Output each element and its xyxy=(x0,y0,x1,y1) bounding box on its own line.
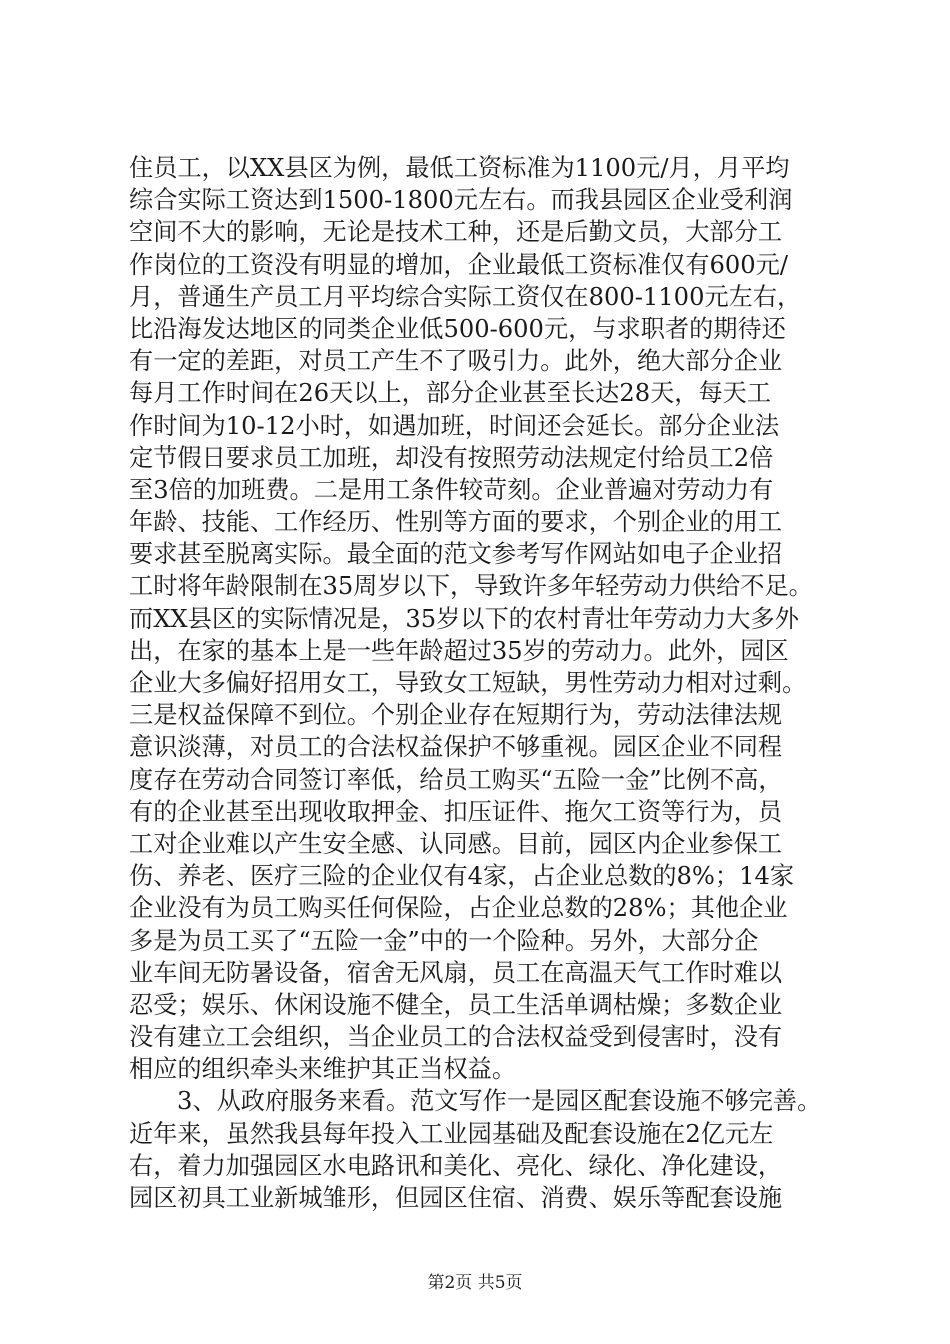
text-line: 要求甚至脱离实际。最全面的范文参考写作网站如电子企业招 xyxy=(129,540,783,569)
text-line: 伤、养老、医疗三险的企业仅有4家，占企业总数的8%；14家 xyxy=(129,862,795,891)
text-line: 多是为员工买了“五险一金”中的一个险种。另外，大部分企 xyxy=(129,926,759,955)
page-number-footer: 第2页 共5页 xyxy=(427,1273,523,1293)
text-line: 而XX县区的实际情况是，35岁以下的农村青壮年劳动力大多外 xyxy=(129,604,799,633)
text-line: 企业大多偏好招用女工，导致女工短缺，男性劳动力相对过剩。 xyxy=(129,669,807,697)
text-line: 工对企业难以产生安全感、认同感。目前，园区内企业参保工 xyxy=(129,829,783,858)
text-line: 三是权益保障不到位。个别企业存在短期行为，劳动法律法规 xyxy=(129,701,783,730)
text-line: 右，着力加强园区水电路讯和美化、亮化、绿化、净化建设， xyxy=(129,1151,783,1180)
text-line: 作时间为10-12小时，如遇加班，时间还会延长。部分企业法 xyxy=(129,411,780,440)
text-line: 业车间无防暑设备，宿舍无风扇，员工在高温天气工作时难以 xyxy=(129,958,783,987)
text-line: 作岗位的工资没有明显的增加，企业最低工资标准仅有600元/ xyxy=(129,250,789,279)
text-line: 综合实际工资达到1500-1800元左右。而我县园区企业受利润 xyxy=(129,186,793,215)
text-line: 有的企业甚至出现收取押金、扣压证件、拖欠工资等行为，员 xyxy=(129,797,783,826)
text-line: 空间不大的影响，无论是技术工种，还是后勤文员，大部分工 xyxy=(129,218,783,247)
text-line: 月，普通生产员工月平均综合实际工资仅在800-1100元左右， xyxy=(129,282,802,311)
text-line: 近年来，虽然我县每年投入工业园基础及配套设施在2亿元左 xyxy=(129,1119,774,1148)
text-line: 企业没有为员工购买任何保险，占企业总数的28%；其他企业 xyxy=(129,894,788,923)
text-line: 定节假日要求员工加班，却没有按照劳动法规定付给员工2倍 xyxy=(129,443,774,472)
text-line: 年龄、技能、工作经历、性别等方面的要求，个别企业的用工 xyxy=(129,508,783,537)
text-line: 出，在家的基本上是一些年龄超过35岁的劳动力。此外，园区 xyxy=(129,636,789,665)
text-line: 园区初具工业新城雏形，但园区住宿、消费、娱乐等配套设施 xyxy=(129,1184,783,1212)
text-line: 有一定的差距，对员工产生不了吸引力。此外，绝大部分企业 xyxy=(129,347,783,376)
text-line: 每月工作时间在26天以上，部分企业甚至长达28天，每天工 xyxy=(129,379,772,408)
text-line: 住员工，以XX县区为例，最低工资标准为1100元/月，月平均 xyxy=(129,154,790,182)
text-line: 相应的组织牵头来维护其正当权益。 xyxy=(129,1055,517,1084)
text-line: 至3倍的加班费。二是用工条件较苛刻。企业普遍对劳动力有 xyxy=(129,475,774,504)
text-line: 没有建立工会组织，当企业员工的合法权益受到侵害时，没有 xyxy=(129,1023,783,1052)
text-line: 忍受；娱乐、休闲设施不健全，员工生活单调枯燥；多数企业 xyxy=(129,990,783,1019)
body-text xyxy=(129,152,829,1214)
text-line: 意识淡薄，对员工的合法权益保护不够重视。园区企业不同程 xyxy=(129,733,783,762)
text-line: 工时将年龄限制在35周岁以下，导致许多年轻劳动力供给不足。 xyxy=(129,572,813,601)
text-line: 度存在劳动合同签订率低，给员工购买“五险一金”比例不高， xyxy=(129,765,783,794)
paragraph-start-line: 3、从政府服务来看。范文写作一是园区配套设施不够完善。 xyxy=(177,1087,822,1116)
text-line: 比沿海发达地区的同类企业低500-600元，与求职者的期待还 xyxy=(129,314,786,343)
